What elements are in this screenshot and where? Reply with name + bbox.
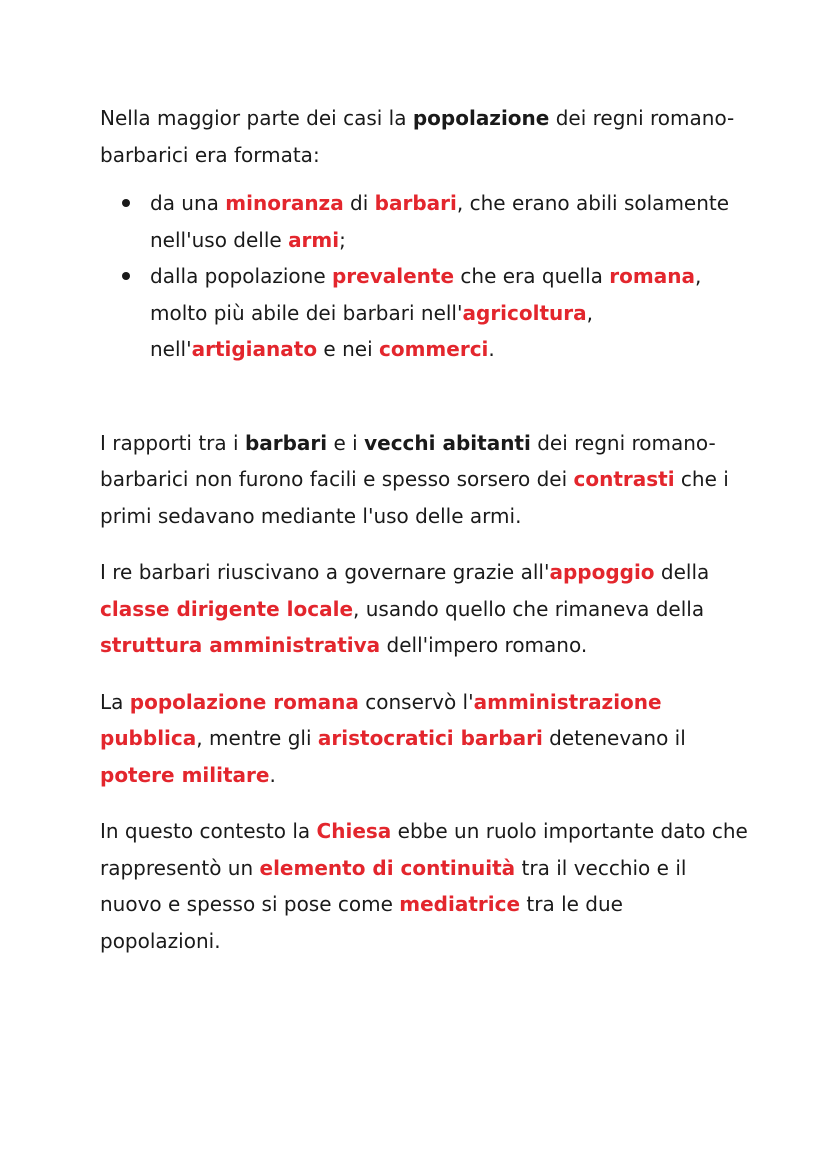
text: In questo contesto la [100, 819, 317, 843]
highlight-term: potere militare [100, 762, 270, 787]
text: dalla popolazione [150, 264, 332, 288]
text: I re barbari riuscivano a governare grazie all' [100, 560, 550, 584]
highlight-term: barbari [374, 191, 457, 215]
text: tra le due popolazioni. [100, 892, 623, 953]
bold-term: barbari [244, 430, 328, 455]
text: I rapporti tra i [100, 430, 245, 455]
population-list [100, 185, 748, 368]
text: da una [150, 191, 226, 215]
text: ; [339, 227, 346, 252]
highlight-term: appoggio [549, 560, 655, 584]
highlight-term: mediatrice [399, 892, 521, 916]
text: e nei [317, 337, 379, 361]
text: dei regni romano-barbarici non furono facili e spesso sorsero dei [100, 430, 716, 491]
highlight-term: romana [609, 264, 695, 288]
text: , che erano abili solamente nell'uso delle [150, 191, 730, 252]
highlight-term: minoranza [225, 191, 344, 215]
text: conservò l' [358, 689, 474, 714]
text: , molto più abile dei barbari nell' [150, 264, 702, 325]
text: . [269, 762, 276, 787]
highlight-term: amministrazione pubblica [100, 689, 662, 750]
text: della [654, 560, 710, 584]
text: Nella maggior parte dei casi la [100, 106, 413, 130]
text: . [488, 337, 495, 361]
text: dell'impero romano. [380, 633, 588, 657]
highlight-term: Chiesa [316, 819, 392, 843]
highlight-term: contrasti [573, 467, 675, 491]
bold-term: popolazione [412, 106, 550, 130]
text: La [100, 689, 130, 714]
highlight-term: classe dirigente locale [100, 596, 354, 621]
text: di [343, 191, 375, 215]
text: che era quella [454, 264, 610, 288]
paragraph-relations [100, 425, 748, 535]
highlight-term: artigianato [191, 337, 318, 361]
highlight-term: struttura amministrativa [100, 633, 381, 657]
highlight-term: commerci [379, 337, 489, 361]
highlight-term: popolazione romana [129, 689, 359, 714]
list-item [150, 258, 748, 368]
text: , mentre gli [196, 726, 318, 750]
paragraph-governance [100, 554, 748, 664]
paragraph-administration [100, 684, 748, 794]
highlight-term: agricoltura [462, 300, 587, 325]
highlight-term: aristocratici barbari [317, 726, 543, 750]
text: tra il vecchio e il nuovo e spesso si pose come [100, 855, 687, 916]
text: , usando quello che rimaneva della [353, 596, 705, 621]
paragraph-intro [100, 100, 748, 173]
bold-term: vecchi abitanti [364, 430, 531, 455]
highlight-term: elemento di continuità [259, 855, 516, 880]
highlight-term: prevalente [331, 264, 455, 288]
paragraph-church [100, 813, 748, 959]
text: detenevano il [542, 726, 686, 750]
text: dei regni romano-barbarici era formata: [100, 106, 735, 167]
text: ebbe un ruolo importante dato che rappresentò un [100, 819, 748, 880]
text: , nell' [150, 300, 593, 361]
list-item [150, 185, 748, 258]
text: e i [327, 430, 365, 455]
text: che i primi sedavano mediante l'uso delle armi. [100, 467, 729, 528]
highlight-term: armi [288, 227, 340, 252]
